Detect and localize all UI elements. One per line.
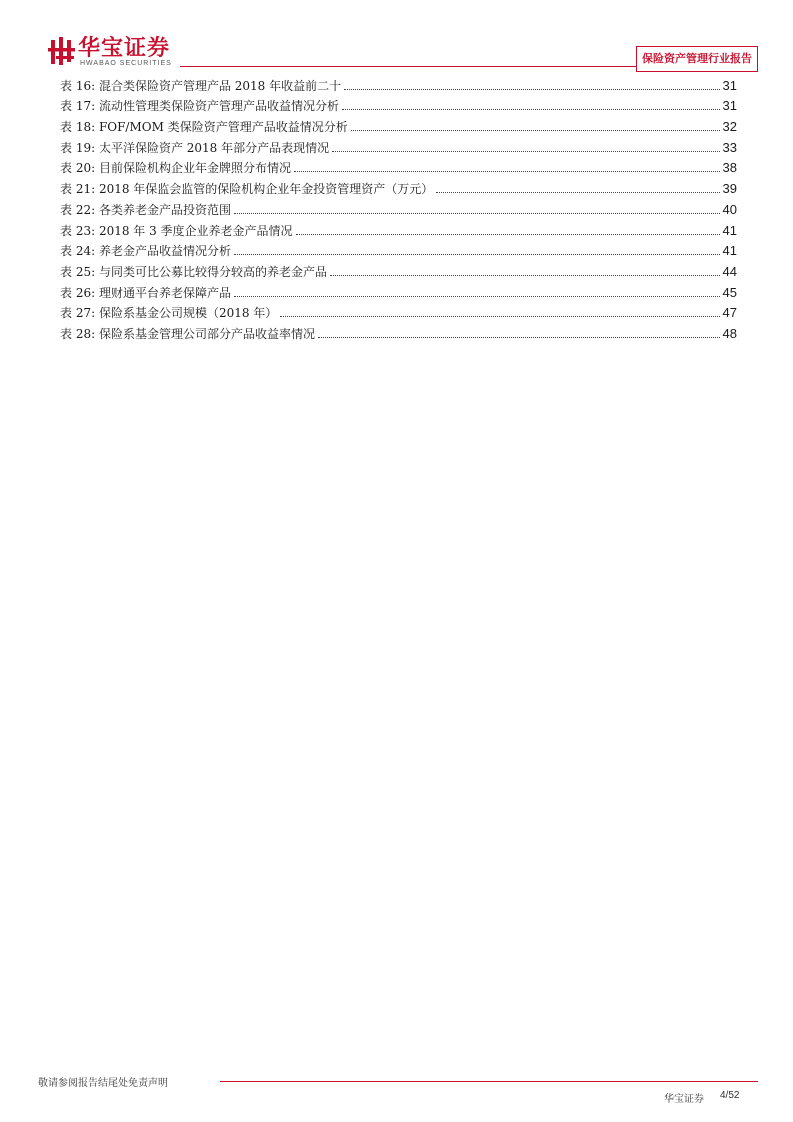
toc-dot-leader	[436, 192, 719, 193]
toc-dot-leader	[280, 316, 719, 317]
toc-entry-page: 39	[722, 181, 737, 197]
page-footer	[0, 1068, 793, 1122]
toc-entry[interactable]	[60, 176, 737, 197]
header-divider	[180, 66, 636, 67]
toc-entry-title: 表 17: 流动性管理类保险资产管理产品收益情况分析	[60, 99, 339, 114]
toc-entry-page: 38	[722, 160, 737, 176]
toc-entry-title: 表 19: 太平洋保险资产 2018 年部分产品表现情况	[60, 140, 330, 155]
toc-dot-leader	[234, 213, 720, 214]
footer-company-name: 华宝证券	[664, 1094, 704, 1105]
toc-entry-page: 32	[722, 119, 737, 135]
brand-name-cn: 华宝证券	[78, 36, 171, 61]
toc-dot-leader	[344, 89, 719, 90]
toc-entry-page: 31	[722, 77, 737, 93]
toc-entry-title: 表 22: 各类养老金产品投资范围	[60, 202, 231, 217]
toc-entry[interactable]	[60, 301, 737, 322]
toc-entry[interactable]	[60, 135, 737, 156]
toc-entry-page: 33	[722, 139, 737, 155]
footer-divider	[220, 1081, 758, 1082]
toc-entry[interactable]	[60, 259, 737, 280]
toc-dot-leader	[294, 171, 720, 172]
toc-entry-title: 表 23: 2018 年 3 季度企业养老金产品情况	[60, 223, 293, 238]
page-number: 4/52	[720, 1090, 740, 1101]
toc-entry-title: 表 25: 与同类可比公募比较得分较高的养老金产品	[60, 264, 327, 279]
toc-entry-title: 表 28: 保险系基金管理公司部分产品收益率情况	[60, 326, 315, 341]
toc-dot-leader	[342, 109, 720, 110]
toc-entry-title: 表 20: 目前保险机构企业年金牌照分布情况	[60, 161, 291, 176]
toc-dot-leader	[318, 337, 720, 338]
toc-entry-page: 45	[722, 284, 737, 300]
toc-entry-page: 44	[722, 263, 737, 279]
toc-dot-leader	[234, 296, 720, 297]
toc-entry-title: 表 16: 混合类保险资产管理产品 2018 年收益前二十	[60, 78, 342, 93]
toc-dot-leader	[296, 234, 720, 235]
toc-entry[interactable]	[60, 218, 737, 239]
page-header	[0, 0, 793, 70]
table-of-figures	[60, 73, 737, 342]
toc-entry[interactable]	[60, 239, 737, 260]
toc-entry-title: 表 18: FOF/MOM 类保险资产管理产品收益情况分析	[60, 120, 348, 135]
toc-entry[interactable]	[60, 73, 737, 94]
toc-entry-page: 41	[722, 222, 737, 238]
hwabao-logo-icon	[48, 36, 76, 66]
toc-entry-title: 表 26: 理财通平台养老保障产品	[60, 285, 231, 300]
toc-dot-leader	[351, 130, 720, 131]
toc-entry[interactable]	[60, 94, 737, 115]
toc-entry[interactable]	[60, 321, 737, 342]
toc-entry[interactable]	[60, 114, 737, 135]
toc-entry[interactable]	[60, 197, 737, 218]
report-category-tag: 保险资产管理行业报告	[636, 46, 758, 72]
toc-entry[interactable]	[60, 156, 737, 177]
toc-entry-page: 41	[722, 243, 737, 259]
brand-name-en: HWABAO SECURITIES	[80, 60, 172, 67]
toc-entry-title: 表 27: 保险系基金公司规模（2018 年）	[60, 306, 278, 321]
company-logo	[48, 36, 198, 70]
toc-dot-leader	[332, 151, 719, 152]
disclaimer-note: 敬请参阅报告结尾处免责声明	[38, 1078, 168, 1089]
toc-dot-leader	[330, 275, 720, 276]
toc-entry-title: 表 21: 2018 年保监会监管的保险机构企业年金投资管理资产（万元）	[60, 182, 434, 197]
toc-entry-page: 48	[722, 325, 737, 341]
toc-entry-page: 40	[722, 201, 737, 217]
toc-dot-leader	[234, 254, 720, 255]
toc-entry[interactable]	[60, 280, 737, 301]
toc-entry-page: 31	[722, 98, 737, 114]
toc-entry-title: 表 24: 养老金产品收益情况分析	[60, 244, 231, 259]
toc-entry-page: 47	[722, 305, 737, 321]
